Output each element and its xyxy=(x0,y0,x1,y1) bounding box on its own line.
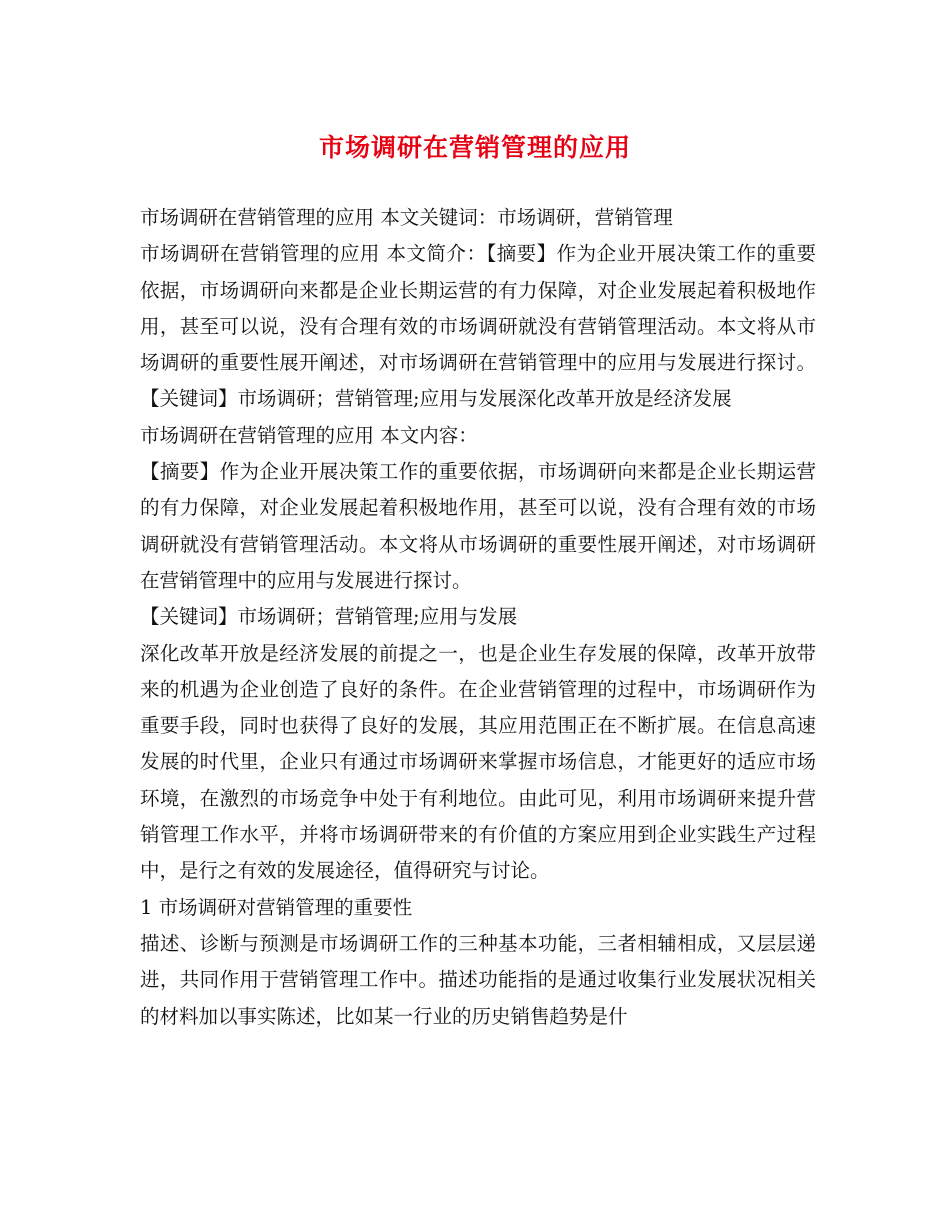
intro-paragraph: 深化改革开放是经济发展的前提之一，也是企业生存发展的保障，改革开放带来的机遇为企业创造了良好的条件。在企业营销管理的过程中，市场调研作为重要手段，同时也获得了良好的发展，其应用范围正在不断扩展。在信息高速发展的时代里，企业只有通过市场调研来掌握市场信息，才能更好的适应市场环境，在激烈的市场竞争中处于有利地位。由此可见，利用市场调研来提升营销管理工作水平，并将市场调研带来的有价值的方案应用到企业实践生产过程中，是行之有效的发展途径，值得研究与讨论。 xyxy=(140,641,816,883)
abstract-paragraph: 【摘要】作为企业开展决策工作的重要依据，市场调研向来都是企业长期运营的有力保障，对企业发展起着积极地作用，甚至可以说，没有合理有效的市场调研就没有营销管理活动。本文将从市场调研的重要性展开阐述，对市场调研在营销管理中的应用与发展进行探讨。 xyxy=(140,460,816,592)
summary-paragraph: 市场调研在营销管理的应用 本文简介：【摘要】作为企业开展决策工作的重要依据，市场调研向来都是企业长期运营的有力保障，对企业发展起着积极地作用，甚至可以说，没有合理有效的市场调研就没有营销管理活动。本文将从市场调研的重要性展开阐述，对市场调研在营销管理中的应用与发展进行探讨。【关键词】市场调研；营销管理;应用与发展深化改革开放是经济发展 xyxy=(140,242,816,411)
content-heading-line: 市场调研在营销管理的应用 本文内容： xyxy=(140,423,478,447)
section-heading: 1 市场调研对营销管理的重要性 xyxy=(140,895,413,919)
document-title: 市场调研在营销管理的应用 xyxy=(318,133,631,162)
document-body xyxy=(140,200,816,1035)
keywords-paragraph: 【关键词】市场调研；营销管理;应用与发展 xyxy=(140,605,518,629)
section-paragraph: 描述、诊断与预测是市场调研工作的三种基本功能，三者相辅相成，又层层递进，共同作用于营销管理工作中。描述功能指的是通过收集行业发展状况相关的材料加以事实陈述，比如某一行业的历史销售趋势是什 xyxy=(140,931,816,1028)
keywords-line: 市场调研在营销管理的应用 本文关键词：市场调研，营销管理 xyxy=(140,206,673,229)
